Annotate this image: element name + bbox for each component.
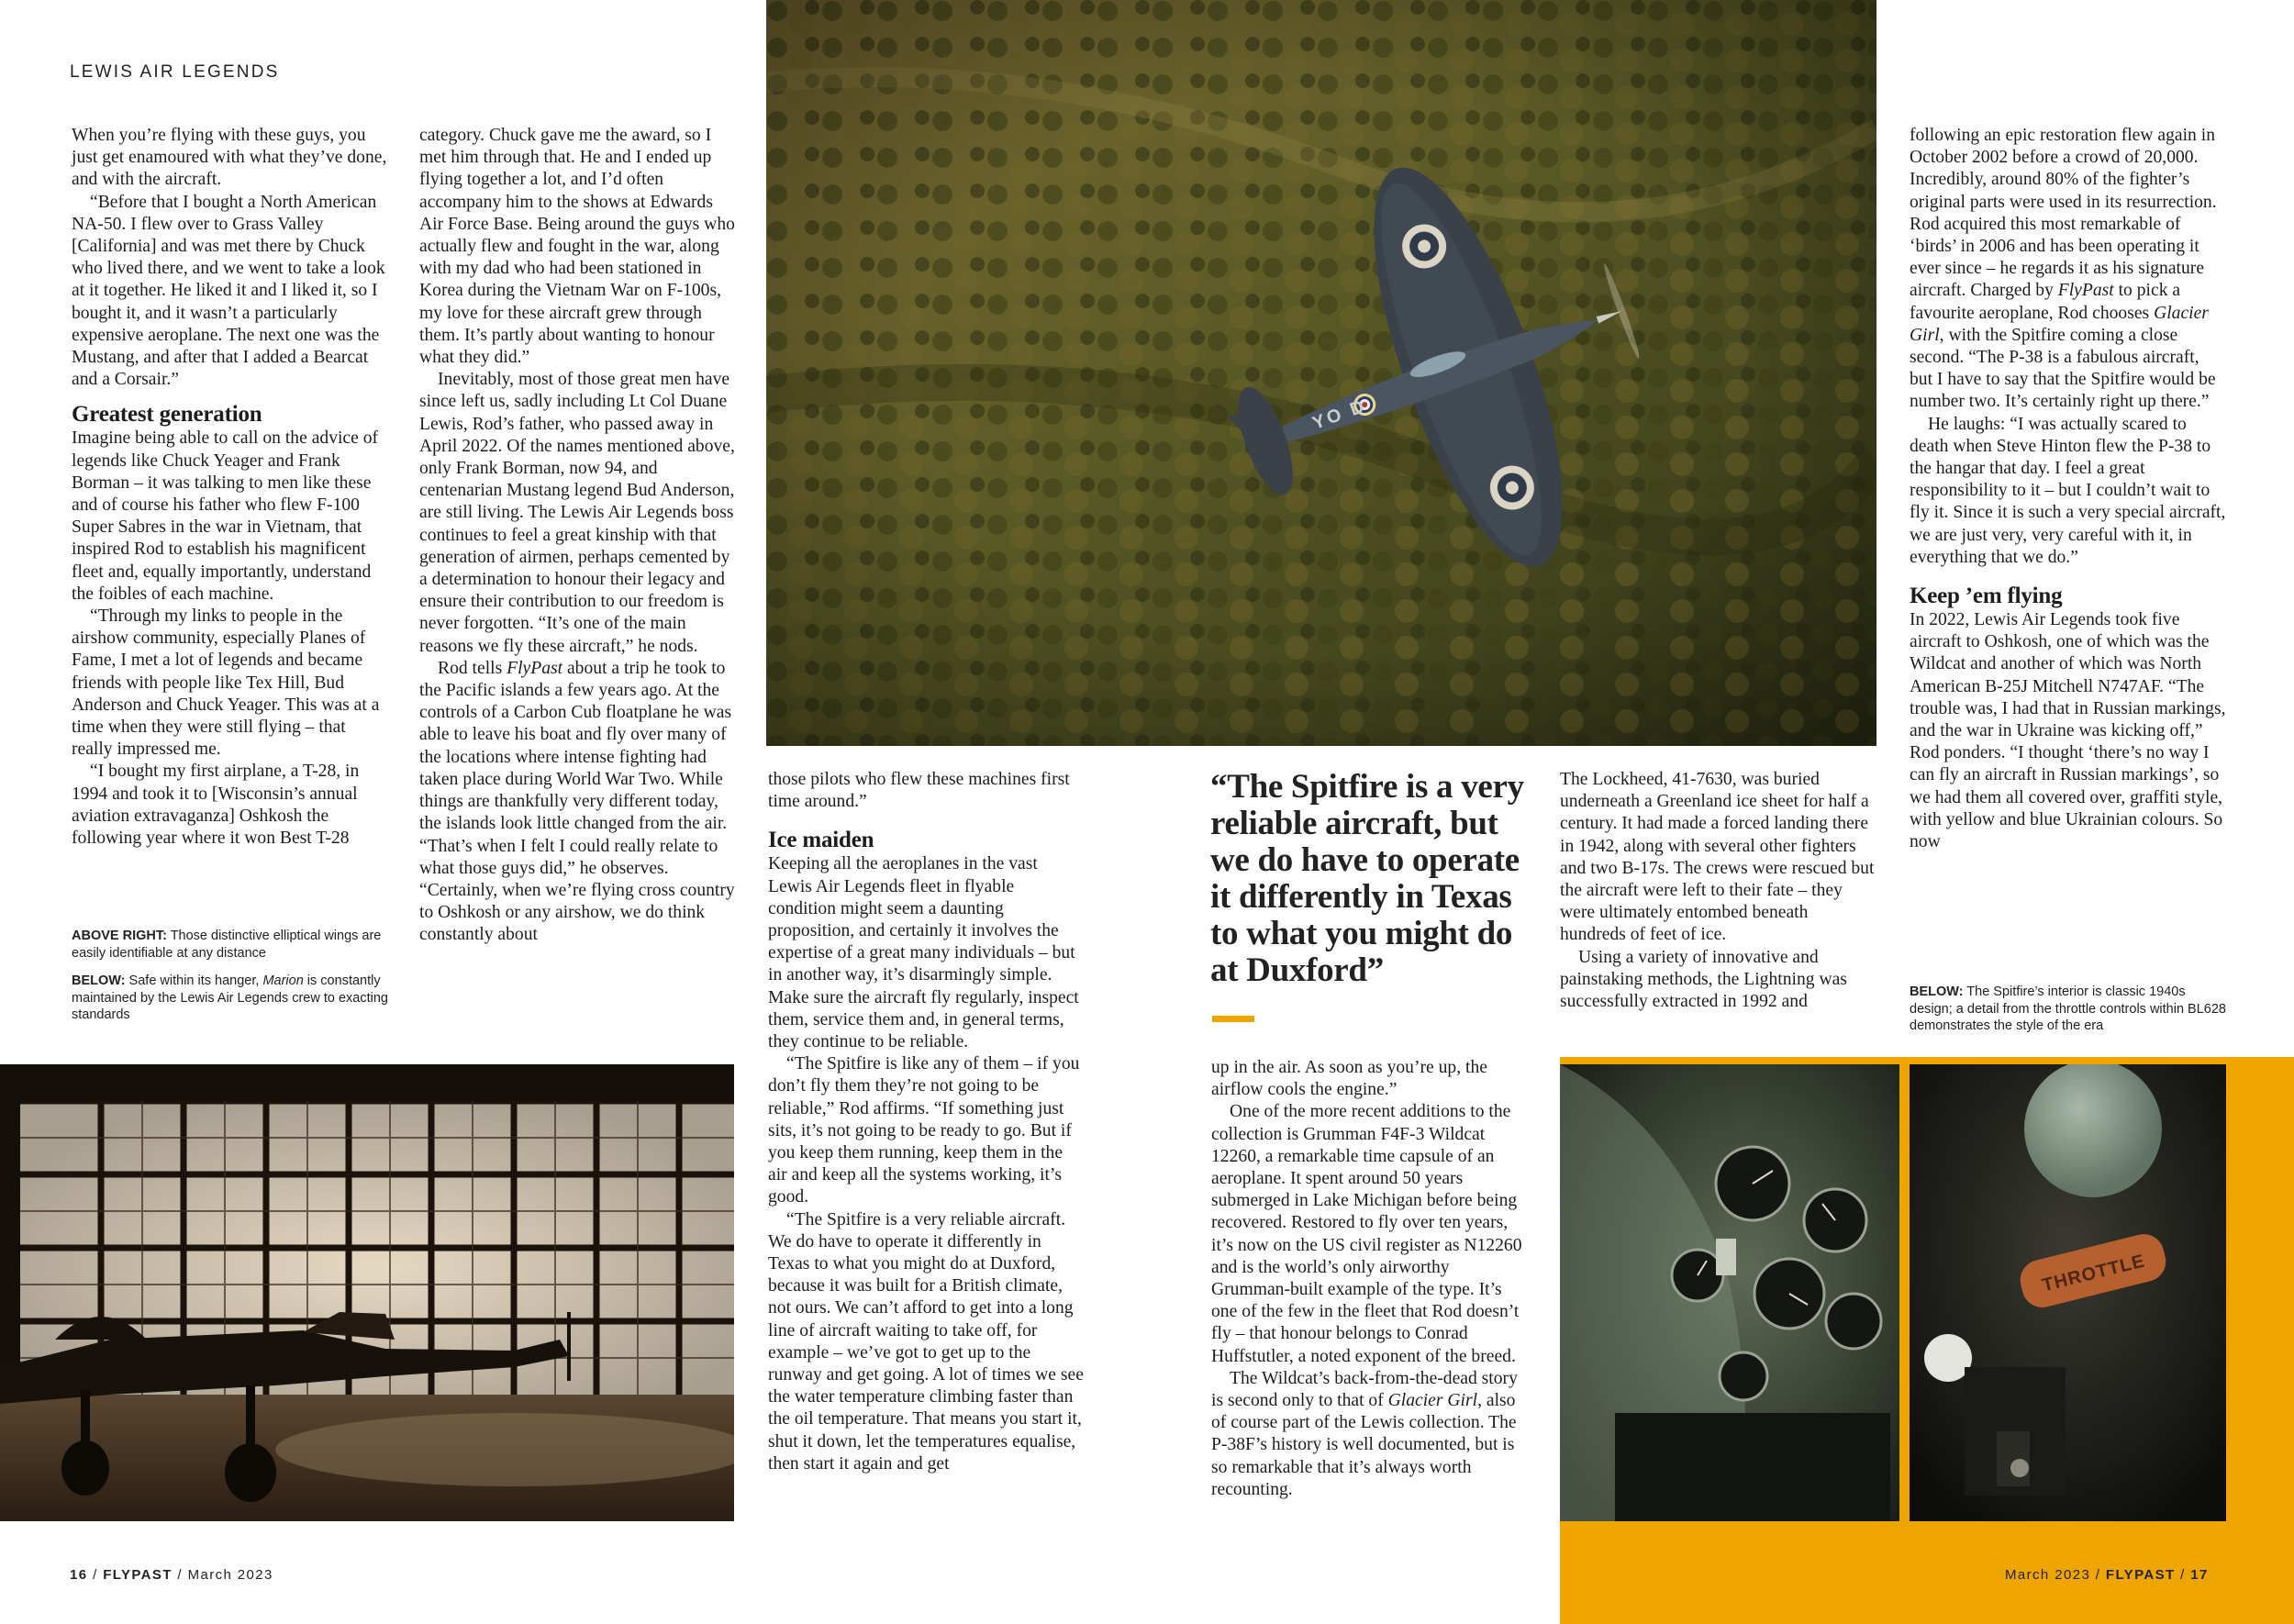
caption-above-right: ABOVE RIGHT: Those distinctive elliptical wings are easily identifiable at any distance xyxy=(72,929,382,961)
column-4 xyxy=(1211,1057,1531,1501)
pull-quote-rule xyxy=(1212,1016,1254,1022)
folio-left: 16 / FLYPAST / March 2023 xyxy=(70,1567,273,1583)
caption-left xyxy=(72,928,388,1035)
paragraph: Rod tells FlyPast about a trip he took to the Pacific islands a few years ago. At the controls of a Carbon Cub floatplane he was able to leave his boat and fly over many of the locations where intense fighting had taken place during World War Two. While things are thankfully very different today, the islands look little changed from the air. “That’s when I felt I could really relate to what those guys did,” he observes. “Certainly, when we’re flying cross country to Oshkosh or any airshow, we do think constantly about xyxy=(419,658,735,945)
caption-below: BELOW: Safe within its hanger, Marion is constantly maintained by the Lewis Air Legends crew to exacting standards xyxy=(72,973,388,1022)
paragraph: up in the air. As soon as you’re up, the airflow cools the engine.” xyxy=(1211,1058,1487,1100)
pull-quote: “The Spitfire is a very reliable aircraft, but we do have to operate it differently in Texas to what you might do at Duxford” xyxy=(1210,768,1524,989)
column-1 xyxy=(72,125,388,850)
paragraph: The Wildcat’s back-from-the-dead story is second only to that of Glacier Girl, also of course part of the Lewis collection. The P-38F’s history is well documented, but is so remarkable that it’s always worth recounting. xyxy=(1211,1368,1518,1499)
subheading-ice-maiden: Ice maiden xyxy=(768,828,874,853)
paragraph: One of the more recent additions to the collection is Grumman F4F-3 Wildcat 12260, a remarkable time capsule of an aeroplane. It spent around 50 years submerged in Lake Michigan before being recovered. Restored to fly over ten years, it’s now on the US civil register as N12260 and is the world’s only airworthy Grumman-built example of the type. It’s one of the few in the fleet that Rod doesn’t fly – that honour belongs to Conrad Huffstutler, a noted exponent of the breed. xyxy=(1211,1102,1522,1366)
paragraph: When you’re flying with these guys, you just get enamoured with what they’ve done, and with the aircraft. xyxy=(72,126,387,190)
paragraph: Imagine being able to call on the advice of legends like Chuck Yeager and Frank Borman – it was talking to men like these and of course his father who flew F-100 Super Sabres in the war in Vietnam, that inspired Rod to establish his magnificent fleet and, equally importantly, understand the foibles of each machine. xyxy=(72,428,379,604)
subheading-greatest-generation: Greatest generation xyxy=(72,402,262,428)
paragraph: “Through my links to people in the airshow community, especially Planes of Fame, I met a lot of legends and became friends with people like Tex Hill, Bud Anderson and Chuck Yeager. This was at a time when they were still flying – that really impressed me. xyxy=(72,606,380,760)
paragraph: Keeping all the aeroplanes in the vast Lewis Air Legends fleet in flyable condition might seem a daunting proposition, and certainly it involves the expertise of a great many individuals – but in another way, it’s disarmingly simple. Make sure the aircraft fly regularly, inspect them, service them and, in general terms, they continue to be reliable. xyxy=(768,854,1079,1052)
paragraph: In 2022, Lewis Air Legends took five aircraft to Oshkosh, one of which was the Wildcat and another of which was North American B-25J Mitchell N747AF. “The trouble was, I had that in Russian markings, and the war in Ukraine was kicking off,” Rod ponders. “I thought ‘there’s no way I can fly an aircraft in Russian markings’, so we had them all covered over, graffiti style, with yellow and blue Ukrainian colours. So now xyxy=(1910,610,2226,852)
subheading-keep-em-flying: Keep ’em flying xyxy=(1910,584,2063,609)
spitfire-in-flight-photo xyxy=(766,0,1876,746)
paragraph: Using a variety of innovative and painstaking methods, the Lightning was successfully extracted in 1992 and xyxy=(1560,947,1847,1012)
column-3 xyxy=(768,769,1085,1475)
caption-right xyxy=(1910,984,2226,1046)
column-6 xyxy=(1910,125,2226,853)
running-head: LEWIS AIR LEGENDS xyxy=(70,62,280,82)
column-2 xyxy=(419,125,739,947)
paragraph: “Before that I bought a North American NA-50. I flew over to Grass Valley [California] and was met there by Chuck who lived there, and we went to take a look at it together. He liked it and I liked it, so I bought it, and it wasn’t a particularly expensive aeroplane. The next one was the Mustang, and after that I added a Bearcat and a Corsair.” xyxy=(72,192,385,390)
caption-below: BELOW: The Spitfire’s interior is classic 1940s design; a detail from the throttle controls within BL628 demonstrates the style of the era xyxy=(1910,984,2226,1033)
paragraph: “I bought my first airplane, a T-28, in 1994 and took it to [Wisconsin’s annual aviation extravaganza] Oshkosh the following year where it won Best T-28 xyxy=(72,762,360,849)
paragraph: category. Chuck gave me the award, so I met him through that. He and I ended up flying together a lot, and I’d often accompany him to the shows at Edwards Air Force Base. Being around the guys who actually flew and fought in the war, along with my dad who had been stationed in Korea during the Vietnam War on F-100s, my love for these aircraft grew through them. It’s partly about wanting to honour what they did.” xyxy=(419,126,735,368)
paragraph: He laughs: “I was actually scared to death when Steve Hinton flew the P-38 to the hangar that day. I feel a great responsibility to it – but I couldn’t wait to fly it. Since it is such a very special aircraft, we are just very, very careful with it, in everything that we do.” xyxy=(1910,414,2226,567)
hangar-photo xyxy=(0,1064,734,1521)
paragraph: those pilots who flew these machines first time around.” xyxy=(768,770,1070,812)
fuselage-code-letters: YO D xyxy=(1309,395,1370,434)
cockpit-instruments-photo xyxy=(1560,1064,1899,1521)
throttle-control-photo xyxy=(1910,1064,2226,1521)
paragraph: following an epic restoration flew again in October 2002 before a crowd of 20,000. Incredibly, around 80% of the fighter’s original parts were used in its resurrection. Rod acquired this most remarkable of ‘birds’ in 2006 and has been operating it ever since – he regards it as his signature aircraft. Charged by FlyPast to pick a favourite aeroplane, Rod chooses Glacier Girl, with the Spitfire coming a close second. “The P-38 is a fabulous aircraft, but I have to say that the Spitfire would be number two. It’s certainly right up there.” xyxy=(1910,126,2217,412)
folio-right: March 2023 / FLYPAST / 17 xyxy=(2005,1567,2209,1583)
column-5 xyxy=(1560,769,1876,1013)
paragraph: Inevitably, most of those great men have since left us, sadly including Lt Col Duane Lewis, Rod’s father, who passed away in April 2022. Of the names mentioned above, only Frank Borman, now 94, and centenarian Mustang legend Bud Anderson, are still living. The Lewis Air Legends boss continues to feel a great kinship with that generation of airmen, perhaps cemented by a determination to honour their legacy and ensure their contribution to our freedom is never forgotten. “It’s one of the main reasons we fly these aircraft,” he nods. xyxy=(419,370,735,656)
paragraph: The Lockheed, 41-7630, was buried underneath a Greenland ice sheet for half a century. It had made a forced landing there in 1942, along with several other fighters and two B-17s. The crews were rescued but the aircraft were left to their fate – they were ultimately entombed beneath hundreds of feet of ice. xyxy=(1560,770,1875,945)
paragraph: “The Spitfire is like any of them – if you don’t fly them they’re not going to be reliable,” Rod affirms. “If something just sits, it’s not going to be ready to go. But if you keep them running, keep them in the air and keep all the systems working, it’s good. xyxy=(768,1054,1080,1207)
paragraph: “The Spitfire is a very reliable aircraft. We do have to operate it differently in Texas to what you might do at Duxford, because it was built for a British climate, not ours. We can’t afford to get into a long line of aircraft waiting to take off, for example – we’ve got to get up to the runway and get going. A lot of times we see the water temperature climbing faster than the oil temperature. That means you start it, shut it down, let the temperatures equalise, then start it again and get xyxy=(768,1209,1084,1474)
throttle-label: THROTTLE xyxy=(2040,1251,2148,1296)
